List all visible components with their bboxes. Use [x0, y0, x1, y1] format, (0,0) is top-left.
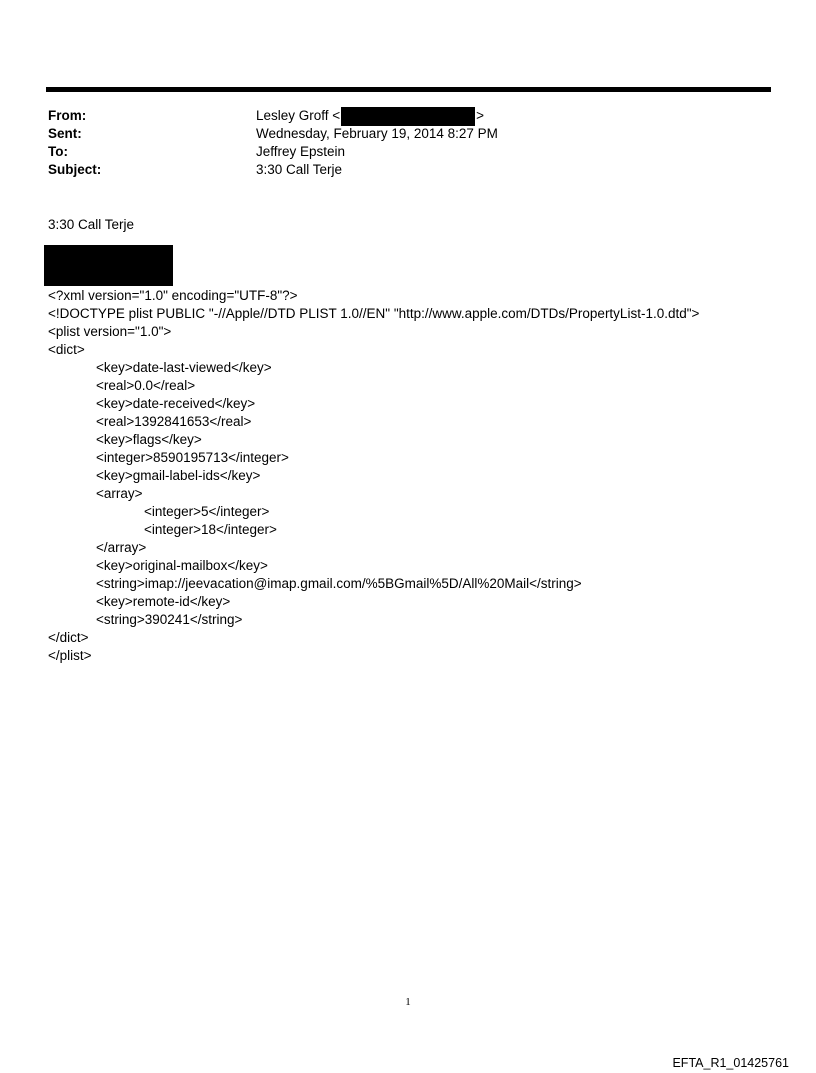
from-label: From:: [48, 108, 87, 123]
xml-line: <integer>8590195713</integer>: [96, 450, 289, 465]
xml-line: <dict>: [48, 342, 85, 357]
from-name: Lesley Groff <: [256, 108, 341, 123]
xml-line: <key>date-received</key>: [96, 396, 256, 411]
redaction-box: [341, 107, 475, 126]
document-id: EFTA_R1_01425761: [672, 1056, 789, 1070]
subject-value: 3:30 Call Terje: [256, 162, 343, 177]
sent-value: Wednesday, February 19, 2014 8:27 PM: [256, 126, 498, 141]
xml-line: <key>date-last-viewed</key>: [96, 360, 272, 375]
subject-row: [48, 161, 748, 179]
to-value: Jeffrey Epstein: [256, 144, 346, 159]
to-row: [48, 143, 748, 161]
plist-xml-content: [48, 287, 788, 665]
xml-line: <key>gmail-label-ids</key>: [96, 468, 261, 483]
xml-line: <string>390241</string>: [96, 612, 243, 627]
xml-line: <!DOCTYPE plist PUBLIC "-//Apple//DTD PLIST 1.0//EN" "http://www.apple.com/DTDs/PropertyList-1.0.dtd">: [48, 306, 700, 321]
xml-line: </plist>: [48, 648, 92, 663]
xml-line: <integer>18</integer>: [144, 522, 277, 537]
xml-line: <string>imap://jeevacation@imap.gmail.com/%5BGmail%5D/All%20Mail</string>: [96, 576, 582, 591]
xml-line: <real>0.0</real>: [96, 378, 196, 393]
redaction-block: [44, 245, 173, 286]
xml-line: <array>: [96, 486, 143, 501]
page-number: 1: [405, 996, 411, 1008]
xml-line: <key>flags</key>: [96, 432, 202, 447]
email-header: [48, 107, 748, 179]
xml-line: </array>: [96, 540, 147, 555]
header-divider: [46, 87, 771, 92]
from-close-bracket: >: [476, 108, 485, 123]
xml-line: </dict>: [48, 630, 89, 645]
subject-label: Subject:: [48, 162, 102, 177]
from-value: [256, 107, 484, 125]
xml-line: <key>remote-id</key>: [96, 594, 231, 609]
body-subject-line: 3:30 Call Terje: [48, 217, 135, 232]
xml-line: <real>1392841653</real>: [96, 414, 252, 429]
sent-label: Sent:: [48, 126, 82, 141]
xml-line: <?xml version="1.0" encoding="UTF-8"?>: [48, 288, 298, 303]
xml-line: <plist version="1.0">: [48, 324, 172, 339]
from-row: [48, 107, 748, 125]
xml-line: <integer>5</integer>: [144, 504, 270, 519]
xml-line: <key>original-mailbox</key>: [96, 558, 268, 573]
sent-row: [48, 125, 748, 143]
to-label: To:: [48, 144, 68, 159]
